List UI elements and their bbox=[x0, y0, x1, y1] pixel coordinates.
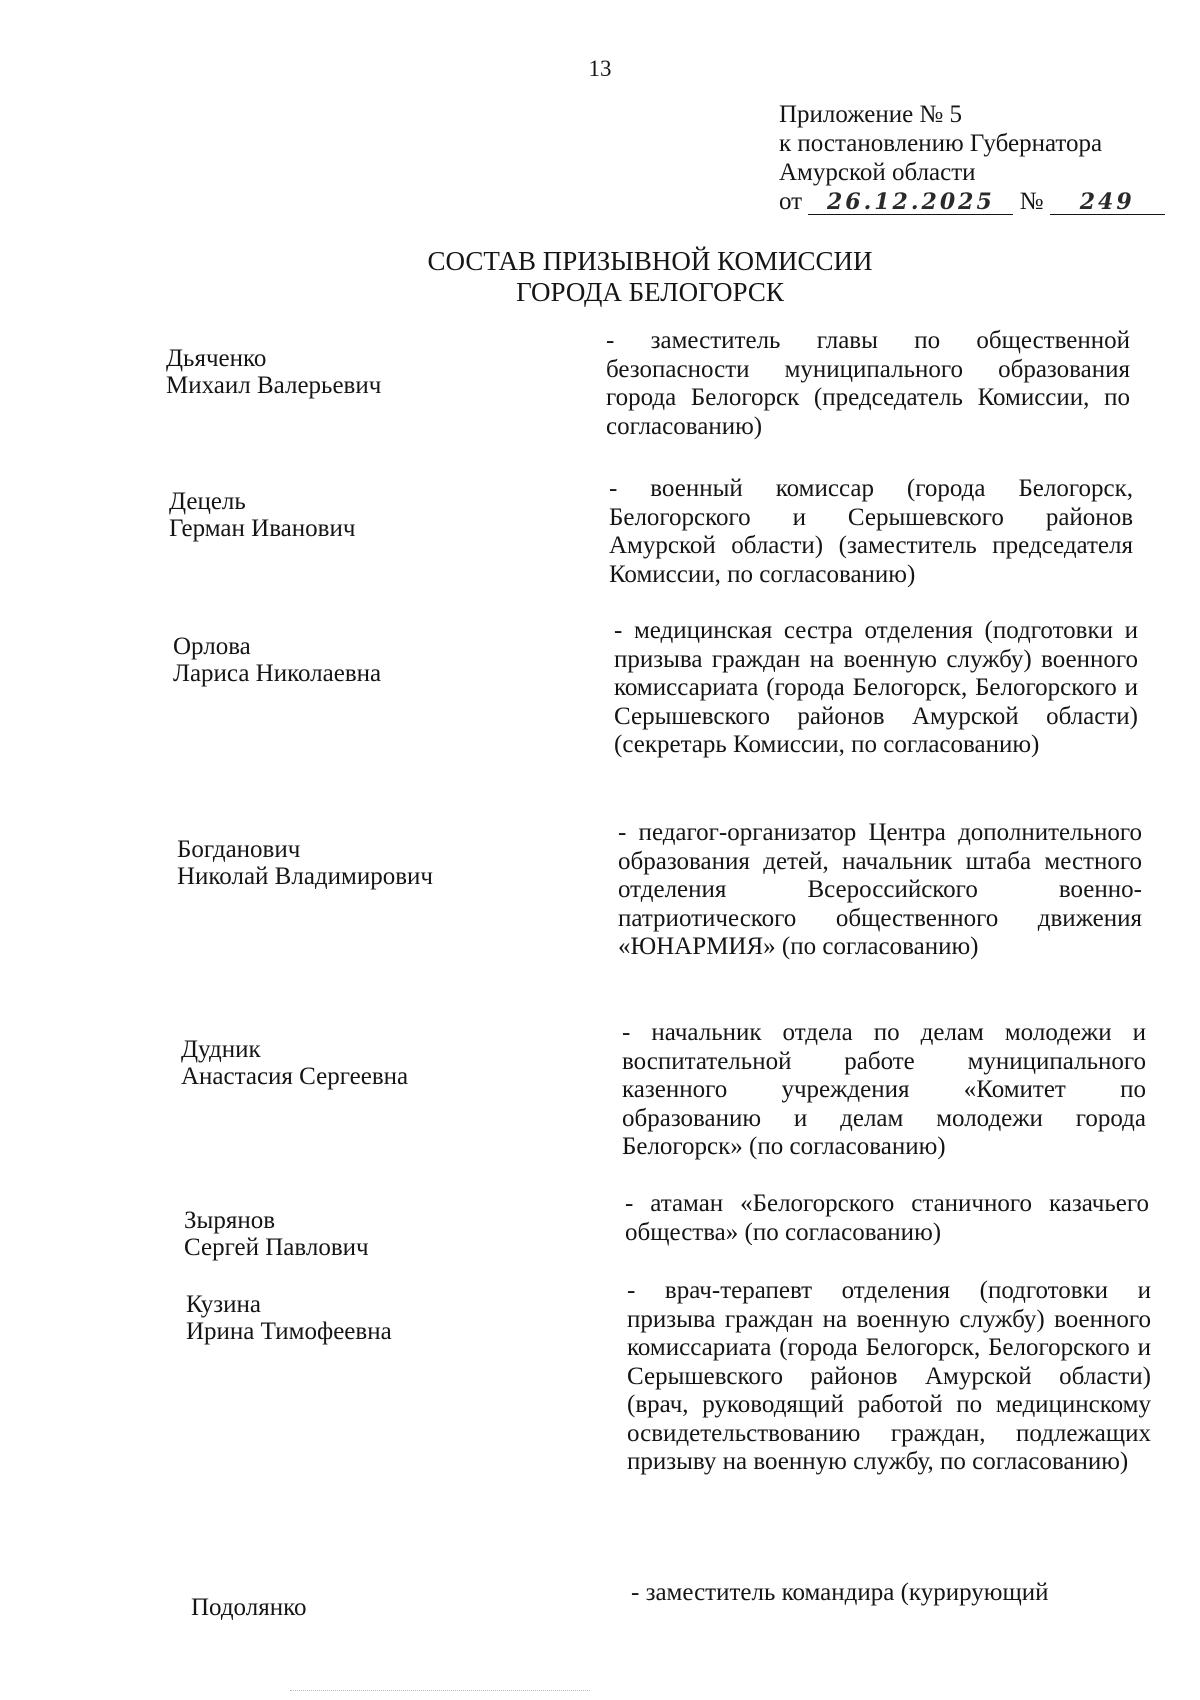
appendix-date-line bbox=[779, 187, 1165, 216]
member-given-names: Анастасия Сергеевна bbox=[181, 1063, 409, 1090]
number-prefix: № bbox=[1019, 188, 1044, 215]
member-given-names: Лариса Николаевна bbox=[173, 660, 382, 687]
member-surname: Зырянов bbox=[184, 1207, 276, 1234]
member-given-names: Михаил Валерьевич bbox=[166, 372, 382, 399]
member-role: - врач-терапевт отделения (подготовки и призыва граждан на военную службу) военного комиссариата (города Белогорск, Белогорского и Серышевского районов Амурской области) (врач, руководящий работой по медицинскому освидетельствованию граждан, подлежащих призыву на военную службу, по согласованию) bbox=[627, 1277, 1151, 1475]
appendix-block bbox=[779, 100, 1165, 216]
member-surname: Богданович bbox=[177, 836, 301, 863]
member-given-names: Сергей Павлович bbox=[184, 1234, 369, 1261]
member-role: - заместитель командира (курирующий bbox=[631, 1579, 1049, 1606]
member-given-names: Герман Иванович bbox=[169, 515, 356, 542]
member-role: - педагог-организатор Центра дополнительного образования детей, начальник штаба местного отделения Всероссийского военно-патриотического общественного движения «ЮНАРМИЯ» (по согласованию) bbox=[618, 819, 1142, 960]
member-surname: Подолянко bbox=[191, 1594, 307, 1621]
member-role: - начальник отдела по делам молодежи и воспитательной работе муниципального казенного учреждения «Комитет по образованию и делам молодежи города Белогорск» (по согласованию) bbox=[622, 1019, 1146, 1160]
appendix-title: Приложение № 5 bbox=[779, 101, 963, 128]
document-title bbox=[0, 246, 1200, 308]
member-given-names: Николай Владимирович bbox=[177, 863, 433, 890]
member-surname: Децель bbox=[169, 488, 246, 515]
scan-edge-mark bbox=[290, 1690, 590, 1693]
page-number: 13 bbox=[588, 56, 612, 81]
handwritten-date: 26.12.2025 bbox=[808, 190, 1013, 215]
member-surname: Дудник bbox=[181, 1036, 261, 1063]
member-role: - атаман «Белогорского станичного казачьего общества» (по согласованию) bbox=[625, 1190, 1149, 1246]
appendix-reference: к постановлению Губернатора bbox=[779, 130, 1103, 157]
member-role: - военный комиссар (города Белогорск, Белогорского и Серышевского районов Амурской области) (заместитель председателя Комиссии, по согласованию) bbox=[609, 475, 1133, 588]
appendix-region: Амурской области bbox=[779, 159, 976, 186]
member-surname: Дьяченко bbox=[166, 345, 267, 372]
member-surname: Кузина bbox=[186, 1291, 262, 1318]
handwritten-number: 249 bbox=[1050, 190, 1165, 215]
member-role: - медицинская сестра отделения (подготовки и призыва граждан на военную службу) военного комиссариата (города Белогорск, Белогорского и Серышевского районов Амурской области) (секретарь Комиссии, по согласованию) bbox=[614, 617, 1138, 758]
date-prefix: от bbox=[779, 188, 803, 215]
title-line-2: ГОРОДА БЕЛОГОРСК bbox=[516, 277, 784, 307]
member-role: - заместитель главы по общественной безопасности муниципального образования города Белогорск (председатель Комиссии, по согласованию) bbox=[606, 327, 1130, 440]
member-given-names: Ирина Тимофеевна bbox=[186, 1318, 392, 1345]
member-surname: Орлова bbox=[173, 633, 251, 660]
title-line-1: СОСТАВ ПРИЗЫВНОЙ КОМИССИИ bbox=[427, 246, 873, 276]
